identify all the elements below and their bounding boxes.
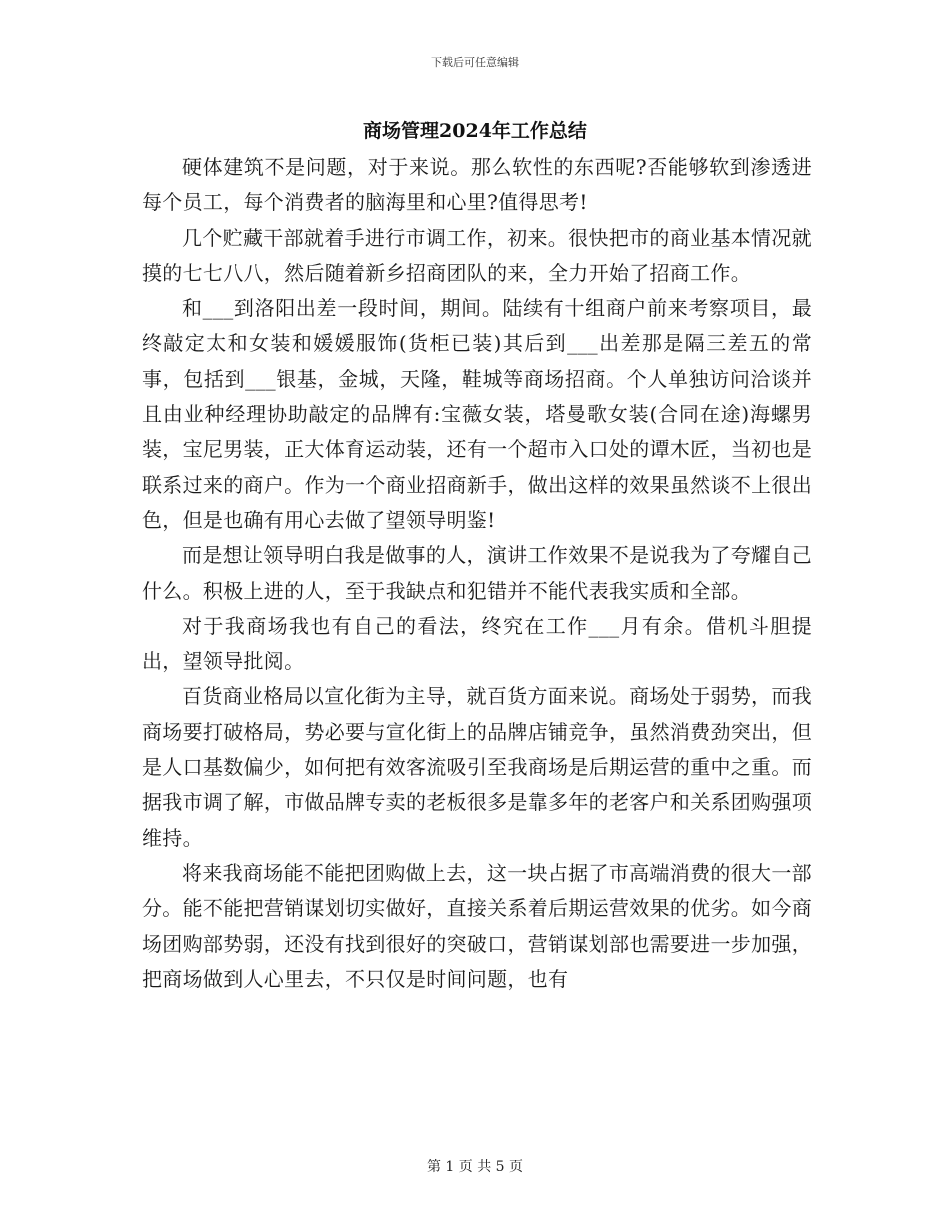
paragraph: 而是想让领导明白我是做事的人，演讲工作效果不是说我为了夸耀自己什么。积极上进的人，至于我缺点和犯错并不能代表我实质和全部。 [142, 543, 812, 603]
document-body [142, 150, 812, 997]
page-number: 第 1 页 共 5 页 [426, 1159, 524, 1175]
header-note: 下载后可任意编辑 [431, 56, 519, 69]
paragraph: 几个贮藏干部就着手进行市调工作，初来。很快把市的商业基本情况就摸的七七八八，然后随着新乡招商团队的来，全力开始了招商工作。 [142, 225, 812, 285]
paragraph: 百货商业格局以宣化街为主导，就百货方面来说。商场处于弱势，而我商场要打破格局，势必要与宣化街上的品牌店铺竞争，虽然消费劲突出，但是人口基数偏少，如何把有效客流吸引至我商场是后期运营的重中之重。而据我市调了解，市做品牌专卖的老板很多是靠多年的老客户和关系团购强项维持。 [142, 684, 812, 850]
document-title: 商场管理2024年工作总结 [363, 120, 587, 142]
paragraph: 和___到洛阳出差一段时间，期间。陆续有十组商户前来考察项目，最终敲定太和女装和媛媛服饰(货柜已装)其后到___出差那是隔三差五的常事，包括到___银基，金城，天隆，鞋城等商场招商。个人单独访问洽谈并且由业种经理协助敲定的品牌有:宝薇女装，塔曼歌女装(合同在途)海螺男装，宝尼男装，正大体育运动装，还有一个超市入口处的谭木匠，当初也是联系过来的商户。作为一个商业招商新手，做出这样的效果虽然谈不上很出色，但是也确有用心去做了望领导明鉴! [142, 296, 812, 532]
paragraph: 将来我商场能不能把团购做上去，这一块占据了市高端消费的很大一部分。能不能把营销谋划切实做好，直接关系着后期运营效果的优劣。如今商场团购部势弱，还没有找到很好的突破口，营销谋划部也需要进一步加强，把商场做到人心里去，不只仅是时间问题，也有 [142, 860, 812, 991]
paragraph: 对于我商场我也有自己的看法，终究在工作___月有余。借机斗胆提出，望领导批阅。 [142, 613, 812, 674]
paragraph: 硬体建筑不是问题，对于来说。那么软性的东西呢?否能够软到渗透进每个员工，每个消费者的脑海里和心里?值得思考! [142, 155, 812, 215]
